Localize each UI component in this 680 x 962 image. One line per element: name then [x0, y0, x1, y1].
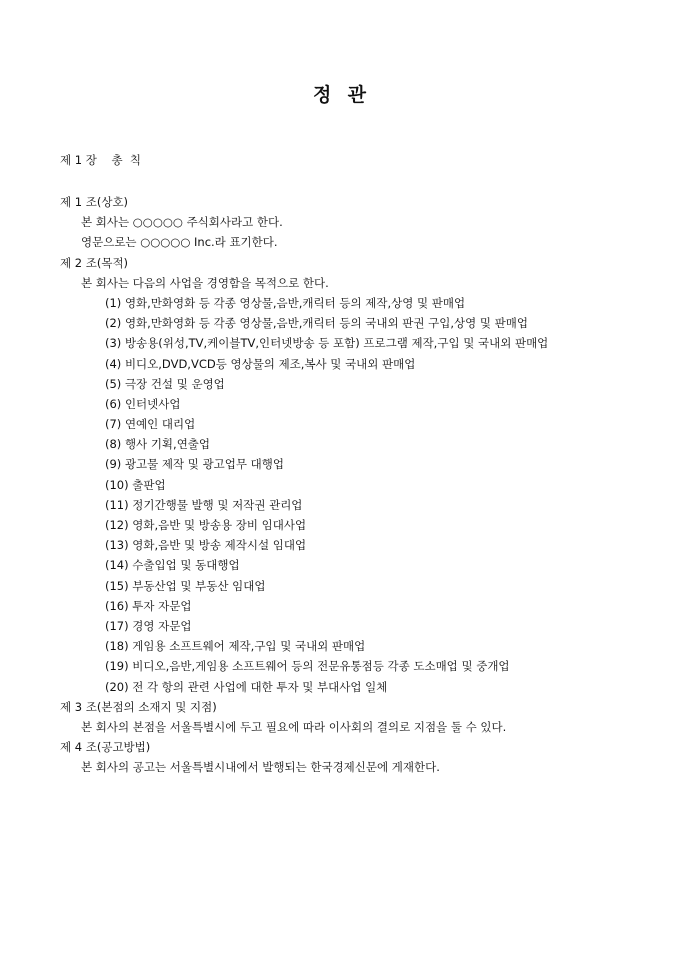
article-heading: 제 3 조(본점의 소재지 및 지점): [60, 699, 217, 714]
article-paragraph: 본 회사는 ○○○○○ 주식회사라고 한다.: [81, 215, 283, 230]
purpose-list-item: (5) 극장 건설 및 운영업: [105, 376, 225, 391]
purpose-list-item: (1) 영화,만화영화 등 각종 영상물,음반,캐릭터 등의 제작,상영 및 판매업: [105, 295, 466, 310]
purpose-list-item: (8) 행사 기획,연출업: [105, 437, 211, 452]
chapter-heading: 제 1 장 총 칙: [60, 153, 141, 167]
purpose-list-item: (9) 광고물 제작 및 광고업무 대행업: [105, 457, 284, 472]
purpose-list-item: (14) 수출입업 및 동대행업: [105, 558, 240, 573]
purpose-list-item: (13) 영화,음반 및 방송 제작시설 임대업: [105, 538, 307, 553]
purpose-list-item: (19) 비디오,음반,게임용 소프트웨어 등의 전문유통점등 각종 도소매업 및 중개업: [105, 659, 510, 674]
purpose-list-item: (20) 전 각 항의 관련 사업에 대한 투자 및 부대사업 일체: [105, 679, 388, 694]
purpose-list-item: (10) 출판업: [105, 477, 166, 492]
purpose-list-item: (18) 게임용 소프트웨어 제작,구입 및 국내외 판매업: [105, 639, 366, 654]
article-heading: 제 1 조(상호): [60, 195, 129, 209]
articles-body: [60, 192, 670, 777]
purpose-list-item: (3) 방송용(위성,TV,케이블TV,인터넷방송 등 포함) 프로그램 제작,구입 및 국내외 판매업: [105, 336, 549, 351]
article-paragraph: 영문으로는 ○○○○○ Inc.라 표기한다.: [81, 235, 278, 250]
purpose-list-item: (7) 연예인 대리업: [105, 417, 196, 432]
article-paragraph: 본 회사는 다음의 사업을 경영함을 목적으로 한다.: [81, 275, 329, 290]
purpose-list-item: (4) 비디오,DVD,VCD등 영상물의 제조,복사 및 국내외 판매업: [105, 356, 416, 371]
purpose-list-item: (6) 인터넷사업: [105, 396, 181, 411]
purpose-list-item: (12) 영화,음반 및 방송용 장비 임대사업: [105, 518, 307, 532]
article-paragraph: 본 회사의 본점을 서울특별시에 두고 필요에 따라 이사회의 결의로 지점을 둘 수 있다.: [81, 719, 507, 734]
purpose-list-item: (17) 경영 자문업: [105, 618, 192, 633]
article-heading: 제 2 조(목적): [60, 255, 129, 270]
article-paragraph: 본 회사의 공고는 서울특별시내에서 발행되는 한국경제신문에 게재한다.: [81, 760, 440, 775]
purpose-list-item: (2) 영화,만화영화 등 각종 영상물,음반,캐릭터 등의 국내외 판권 구입,상영 및 판매업: [105, 316, 528, 331]
purpose-list-item: (16) 투자 자문업: [105, 598, 192, 613]
purpose-list-item: (15) 부동산업 및 부동산 임대업: [105, 578, 266, 593]
document-title: 정 관: [313, 84, 367, 106]
article-heading: 제 4 조(공고방법): [60, 740, 151, 755]
purpose-list-item: (11) 정기간행물 발행 및 저작권 관리업: [105, 497, 303, 512]
